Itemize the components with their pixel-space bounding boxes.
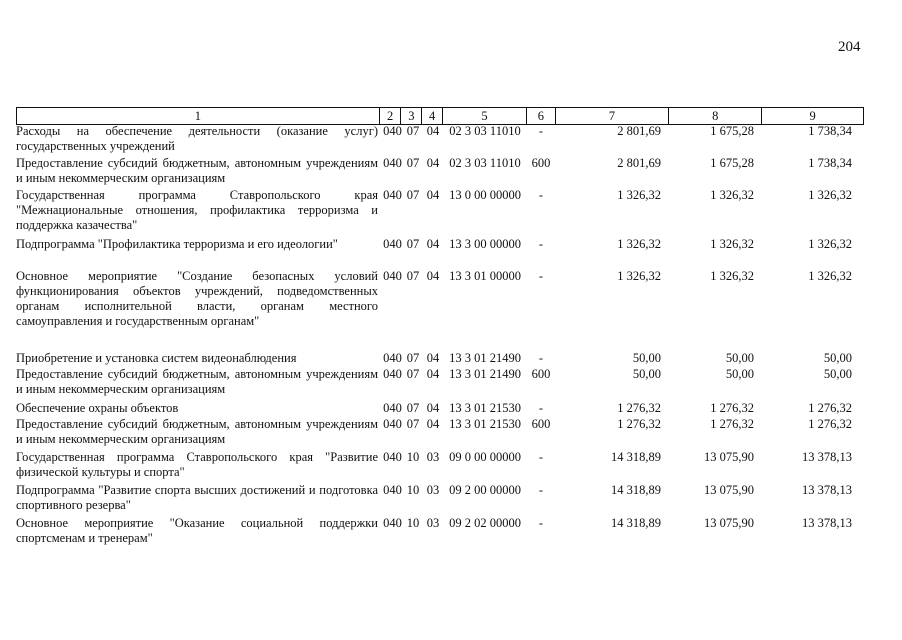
code-subsection: 04 xyxy=(426,269,440,283)
code-expense-type: - xyxy=(538,237,544,251)
table-row xyxy=(16,483,864,513)
code-expense-type: 600 xyxy=(531,367,551,381)
header-cell: 4 xyxy=(421,108,442,124)
code-section: 07 xyxy=(406,124,420,138)
header-cell: 1 xyxy=(16,108,379,124)
code-target: 13 3 01 00000 xyxy=(449,269,521,283)
table-row xyxy=(16,269,864,329)
code-section: 07 xyxy=(406,367,420,381)
table-row xyxy=(16,417,864,447)
amount-col-7: 1 326,32 xyxy=(617,269,661,283)
amount-col-7: 14 318,89 xyxy=(611,483,661,497)
table-header xyxy=(16,107,864,125)
amount-col-8: 1 326,32 xyxy=(710,237,754,251)
code-subsection: 03 xyxy=(426,516,440,530)
amount-col-8: 1 276,32 xyxy=(710,417,754,431)
table-row xyxy=(16,450,864,480)
table-row xyxy=(16,156,864,186)
header-cell: 8 xyxy=(668,108,761,124)
amount-col-8: 50,00 xyxy=(725,367,754,381)
code-section: 07 xyxy=(406,237,420,251)
table-row xyxy=(16,367,864,397)
code-expense-type: 600 xyxy=(531,156,551,170)
header-cell: 2 xyxy=(379,108,401,124)
code-section: 07 xyxy=(406,401,420,415)
code-ministry: 040 xyxy=(383,417,402,431)
code-section: 07 xyxy=(406,417,420,431)
amount-col-8: 1 276,32 xyxy=(710,401,754,415)
header-cell: 6 xyxy=(526,108,555,124)
code-ministry: 040 xyxy=(383,351,402,365)
code-target: 02 3 03 11010 xyxy=(449,124,521,138)
code-section: 07 xyxy=(406,156,420,170)
item-name: Основное мероприятие "Создание безопасных условий функционирования объектов учреждений, подведомственных органам исполнительной власти, органам местного самоуправления и государственным органам" xyxy=(16,269,378,328)
amount-col-7: 1 326,32 xyxy=(617,237,661,251)
header-cell: 3 xyxy=(400,108,421,124)
item-name: Предоставление субсидий бюджетным, автономным учреждениям и иным некоммерческим организациям xyxy=(16,156,378,185)
amount-col-9: 1 738,34 xyxy=(808,124,852,138)
amount-col-7: 14 318,89 xyxy=(611,450,661,464)
code-ministry: 040 xyxy=(383,401,402,415)
item-name: Обеспечение охраны объектов xyxy=(16,401,179,415)
table-row xyxy=(16,188,864,233)
amount-col-7: 1 276,32 xyxy=(617,401,661,415)
amount-col-8: 13 075,90 xyxy=(704,516,754,530)
amount-col-9: 50,00 xyxy=(823,367,852,381)
item-name: Приобретение и установка систем видеонаблюдения xyxy=(16,351,297,365)
amount-col-9: 1 738,34 xyxy=(808,156,852,170)
amount-col-8: 1 675,28 xyxy=(710,124,754,138)
item-name: Государственная программа Ставропольского края "Развитие физической культуры и спорта" xyxy=(16,450,378,479)
table-row xyxy=(16,237,864,252)
header-cell: 9 xyxy=(761,108,864,124)
code-expense-type: - xyxy=(538,401,544,415)
code-subsection: 03 xyxy=(426,483,440,497)
amount-col-7: 2 801,69 xyxy=(617,156,661,170)
code-subsection: 04 xyxy=(426,417,440,431)
amount-col-9: 1 326,32 xyxy=(808,188,852,202)
amount-col-7: 1 276,32 xyxy=(617,417,661,431)
amount-col-9: 1 276,32 xyxy=(808,417,852,431)
code-ministry: 040 xyxy=(383,156,402,170)
amount-col-8: 1 326,32 xyxy=(710,188,754,202)
amount-col-8: 50,00 xyxy=(725,351,754,365)
code-ministry: 040 xyxy=(383,188,402,202)
code-subsection: 04 xyxy=(426,367,440,381)
amount-col-9: 13 378,13 xyxy=(802,450,852,464)
code-ministry: 040 xyxy=(383,237,402,251)
code-expense-type: - xyxy=(538,188,544,202)
code-subsection: 04 xyxy=(426,351,440,365)
table-row xyxy=(16,124,864,154)
amount-col-9: 13 378,13 xyxy=(802,483,852,497)
page-number: 204 xyxy=(838,39,861,55)
table-row xyxy=(16,516,864,546)
item-name: Государственная программа Ставропольского края "Межнациональные отношения, профилактика терроризма и поддержка казачества" xyxy=(16,188,378,232)
amount-col-8: 13 075,90 xyxy=(704,483,754,497)
item-name: Подпрограмма "Развитие спорта высших достижений и подготовка спортивного резерва" xyxy=(16,483,378,512)
code-subsection: 04 xyxy=(426,237,440,251)
code-subsection: 03 xyxy=(426,450,440,464)
code-expense-type: - xyxy=(538,351,544,365)
item-name: Предоставление субсидий бюджетным, автономным учреждениям и иным некоммерческим организациям xyxy=(16,417,378,446)
amount-col-8: 1 675,28 xyxy=(710,156,754,170)
amount-col-7: 2 801,69 xyxy=(617,124,661,138)
code-section: 07 xyxy=(406,269,420,283)
code-expense-type: - xyxy=(538,450,544,464)
code-target: 09 2 00 00000 xyxy=(449,483,521,497)
item-name: Подпрограмма "Профилактика терроризма и его идеологии" xyxy=(16,237,338,251)
code-target: 13 0 00 00000 xyxy=(449,188,521,202)
code-subsection: 04 xyxy=(426,156,440,170)
code-target: 13 3 00 00000 xyxy=(449,237,521,251)
code-section: 10 xyxy=(406,516,420,530)
code-target: 02 3 03 11010 xyxy=(449,156,521,170)
code-expense-type: - xyxy=(538,516,544,530)
code-expense-type: - xyxy=(538,124,544,138)
amount-col-7: 1 326,32 xyxy=(617,188,661,202)
amount-col-9: 1 326,32 xyxy=(808,269,852,283)
code-target: 13 3 01 21530 xyxy=(449,401,521,415)
code-target: 09 2 02 00000 xyxy=(449,516,521,530)
code-ministry: 040 xyxy=(383,367,402,381)
item-name: Предоставление субсидий бюджетным, автономным учреждениям и иным некоммерческим организациям xyxy=(16,367,378,396)
amount-col-7: 50,00 xyxy=(632,367,661,381)
code-section: 07 xyxy=(406,351,420,365)
code-subsection: 04 xyxy=(426,401,440,415)
amount-col-8: 13 075,90 xyxy=(704,450,754,464)
code-expense-type: - xyxy=(538,483,544,497)
amount-col-9: 50,00 xyxy=(823,351,852,365)
code-ministry: 040 xyxy=(383,483,402,497)
code-section: 07 xyxy=(406,188,420,202)
item-name: Расходы на обеспечение деятельности (оказание услуг) государственных учреждений xyxy=(16,124,378,153)
amount-col-9: 1 326,32 xyxy=(808,237,852,251)
code-ministry: 040 xyxy=(383,269,402,283)
code-ministry: 040 xyxy=(383,124,402,138)
code-expense-type: - xyxy=(538,269,544,283)
table-row xyxy=(16,351,864,366)
code-ministry: 040 xyxy=(383,450,402,464)
item-name: Основное мероприятие "Оказание социальной поддержки спортсменам и тренерам" xyxy=(16,516,378,545)
code-target: 13 3 01 21490 xyxy=(449,367,521,381)
header-cell: 5 xyxy=(442,108,526,124)
table-row xyxy=(16,401,864,416)
amount-col-7: 14 318,89 xyxy=(611,516,661,530)
code-ministry: 040 xyxy=(383,516,402,530)
header-cell: 7 xyxy=(555,108,669,124)
amount-col-9: 13 378,13 xyxy=(802,516,852,530)
amount-col-7: 50,00 xyxy=(632,351,661,365)
budget-table xyxy=(16,107,864,545)
amount-col-9: 1 276,32 xyxy=(808,401,852,415)
code-target: 13 3 01 21530 xyxy=(449,417,521,431)
code-subsection: 04 xyxy=(426,124,440,138)
code-section: 10 xyxy=(406,483,420,497)
code-section: 10 xyxy=(406,450,420,464)
code-expense-type: 600 xyxy=(531,417,551,431)
code-subsection: 04 xyxy=(426,188,440,202)
code-target: 13 3 01 21490 xyxy=(449,351,521,365)
code-target: 09 0 00 00000 xyxy=(449,450,521,464)
amount-col-8: 1 326,32 xyxy=(710,269,754,283)
